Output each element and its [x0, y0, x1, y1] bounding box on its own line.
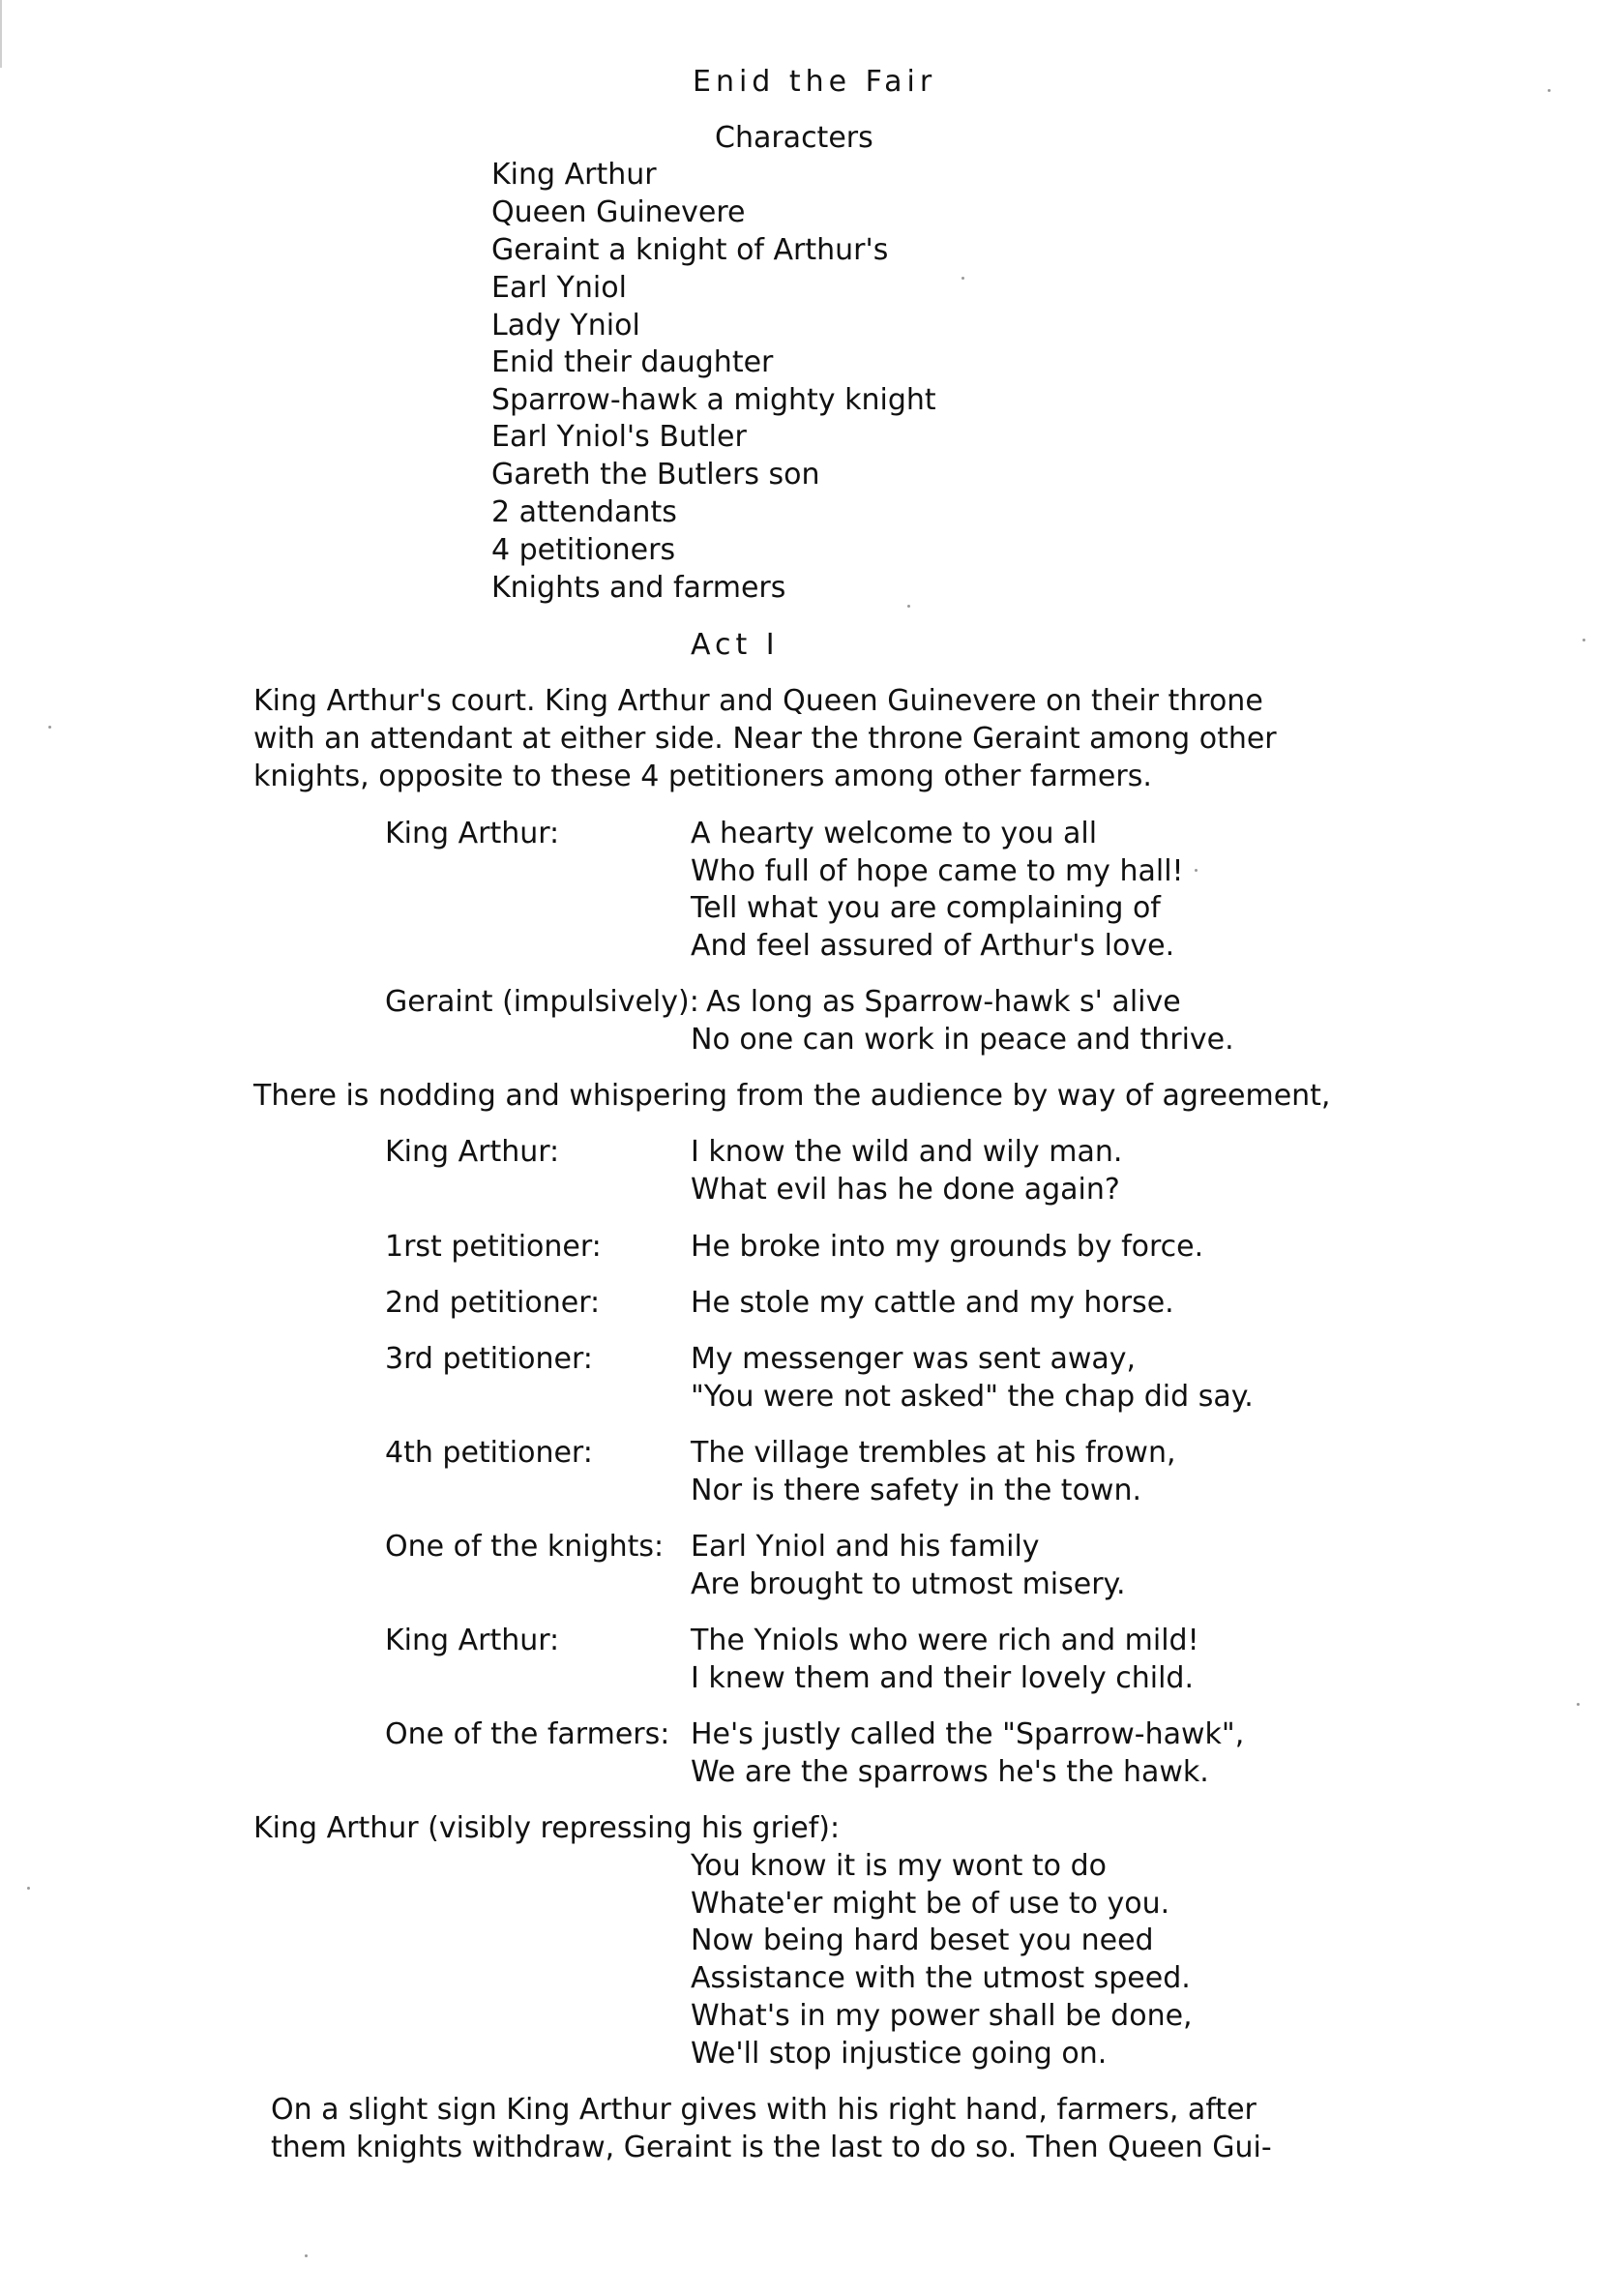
verse-line: Assistance with the utmost speed.	[691, 1961, 1191, 1995]
verse-line: And feel assured of Arthur's love.	[691, 929, 1175, 963]
character-item: Sparrow-hawk a mighty knight	[491, 383, 936, 417]
scan-speck	[1195, 869, 1198, 872]
verse-line: Who full of hope came to my hall!	[691, 854, 1184, 888]
scan-speck	[305, 2254, 308, 2257]
verse-line: No one can work in peace and thrive.	[691, 1023, 1234, 1057]
stage-direction-line: King Arthur's court. King Arthur and Queen Guinevere on their throne	[253, 684, 1263, 718]
character-item: Geraint a knight of Arthur's	[491, 233, 889, 267]
speaker-name: King Arthur:	[385, 817, 560, 850]
verse-line: We are the sparrows he's the hawk.	[691, 1755, 1209, 1789]
verse-line: The Yniols who were rich and mild!	[691, 1624, 1199, 1657]
act-heading: Act I	[691, 628, 780, 662]
speaker-name: 4th petitioner:	[385, 1436, 593, 1470]
character-item: 2 attendants	[491, 495, 677, 529]
verse-line: What's in my power shall be done,	[691, 1999, 1193, 2033]
verse-line: He's justly called the "Sparrow-hawk",	[691, 1717, 1245, 1751]
speaker-name: 2nd petitioner:	[385, 1286, 601, 1320]
speaker-name: King Arthur:	[385, 1135, 560, 1169]
verse-line: He stole my cattle and my horse.	[691, 1286, 1174, 1320]
character-item: Gareth the Butlers son	[491, 458, 820, 492]
speaker-name: One of the farmers:	[385, 1717, 670, 1751]
character-item: King Arthur	[491, 158, 657, 192]
stage-direction-line: King Arthur (visibly repressing his grief):	[253, 1811, 841, 1845]
verse-line: The village trembles at his frown,	[691, 1436, 1176, 1470]
verse-line: Whate'er might be of use to you.	[691, 1887, 1170, 1921]
stage-direction-line: with an attendant at either side. Near the throne Geraint among other	[253, 722, 1277, 756]
verse-line: Nor is there safety in the town.	[691, 1474, 1142, 1507]
character-item: Knights and farmers	[491, 571, 786, 605]
character-item: Lady Yniol	[491, 309, 640, 343]
scan-speck	[1577, 1703, 1580, 1706]
verse-line: Tell what you are complaining of	[691, 891, 1161, 925]
character-item: Queen Guinevere	[491, 195, 746, 229]
verse-line: Are brought to utmost misery.	[691, 1567, 1126, 1601]
scan-edge-mark	[0, 0, 2, 68]
verse-line: As long as Sparrow-hawk s' alive	[706, 985, 1181, 1019]
speaker-name: Geraint (impulsively):	[385, 985, 699, 1019]
verse-line: Now being hard beset you need	[691, 1923, 1154, 1957]
verse-line: I knew them and their lovely child.	[691, 1661, 1194, 1695]
speaker-name: 1rst petitioner:	[385, 1230, 602, 1264]
speaker-name: 3rd petitioner:	[385, 1342, 593, 1376]
verse-line: I know the wild and wily man.	[691, 1135, 1123, 1169]
verse-line: My messenger was sent away,	[691, 1342, 1137, 1376]
speaker-name: One of the knights:	[385, 1530, 665, 1564]
character-item: Earl Yniol	[491, 271, 627, 305]
verse-line: What evil has he done again?	[691, 1173, 1120, 1207]
verse-line: Earl Yniol and his family	[691, 1530, 1040, 1564]
stage-direction-line: knights, opposite to these 4 petitioners among other farmers.	[253, 760, 1152, 793]
play-title: Enid the Fair	[693, 65, 937, 99]
verse-line: A hearty welcome to you all	[691, 817, 1098, 850]
character-item: Enid their daughter	[491, 345, 774, 379]
speaker-name: King Arthur:	[385, 1624, 560, 1657]
character-item: Earl Yniol's Butler	[491, 420, 747, 454]
scan-speck	[48, 726, 51, 729]
scan-speck	[1582, 639, 1585, 641]
scan-speck	[27, 1887, 30, 1890]
scan-speck	[961, 277, 964, 280]
characters-heading: Characters	[715, 121, 873, 155]
stage-direction-line: them knights withdraw, Geraint is the last to do so. Then Queen Gui-	[271, 2131, 1272, 2164]
character-item: 4 petitioners	[491, 533, 676, 567]
verse-line: We'll stop injustice going on.	[691, 2037, 1108, 2071]
scan-speck	[907, 605, 910, 608]
scan-speck	[1548, 89, 1551, 92]
verse-line: You know it is my wont to do	[691, 1849, 1107, 1883]
verse-line: He broke into my grounds by force.	[691, 1230, 1204, 1264]
stage-direction-line: There is nodding and whispering from the audience by way of agreement,	[253, 1079, 1331, 1113]
verse-line: "You were not asked" the chap did say.	[691, 1380, 1254, 1414]
stage-direction-line: On a slight sign King Arthur gives with his right hand, farmers, after	[271, 2093, 1257, 2127]
